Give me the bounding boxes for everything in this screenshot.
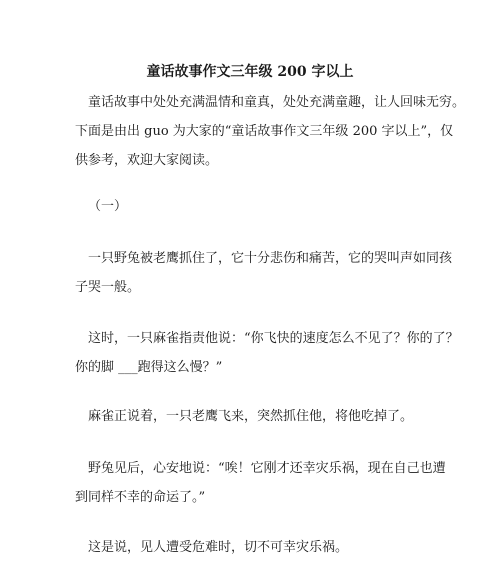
document-title: 童话故事作文三年级 200 字以上 xyxy=(146,64,354,80)
section-number: （一） xyxy=(88,199,128,214)
story-paragraph xyxy=(75,324,459,382)
paragraph-line: 童话故事中处处充满温情和童真，处处充满童趣，让人回味无穷。 xyxy=(88,95,466,110)
paragraph-line: 麻雀正说着，一只老鹰飞来，突然抓住他，将他吃掉了。 xyxy=(88,409,414,424)
paragraph-line: 到同样不幸的命运了。” xyxy=(75,490,206,505)
intro-paragraph xyxy=(75,88,466,175)
story-paragraph xyxy=(75,533,435,562)
paragraph-line: 野兔见后，心安地说：“唉！它刚才还幸灾乐祸，现在自己也遭 xyxy=(88,461,446,476)
paragraph-line: 你的脚 ___跑得这么慢？” xyxy=(75,360,223,375)
paragraph-line: 子哭一般。 xyxy=(75,280,141,295)
story-paragraph xyxy=(75,454,446,512)
story-paragraph xyxy=(75,402,435,431)
paragraph-line: 这时，一只麻雀指责他说：“你飞快的速度怎么不见了？你的了？ xyxy=(88,331,459,346)
story-paragraph xyxy=(75,244,453,302)
section-heading xyxy=(75,192,435,221)
paragraph-line: 这是说，见人遭受危难时，切不可幸灾乐祸。 xyxy=(88,540,349,555)
paragraph-line: 供参考，欢迎大家阅读。 xyxy=(75,153,219,168)
paragraph-line: 下面是由出 guo 为大家的“童话故事作文三年级 200 字以上”，仅 xyxy=(75,124,454,139)
paragraph-line: 一只野兔被老鹰抓住了，它十分悲伤和痛苦，它的哭叫声如同孩 xyxy=(88,251,453,266)
